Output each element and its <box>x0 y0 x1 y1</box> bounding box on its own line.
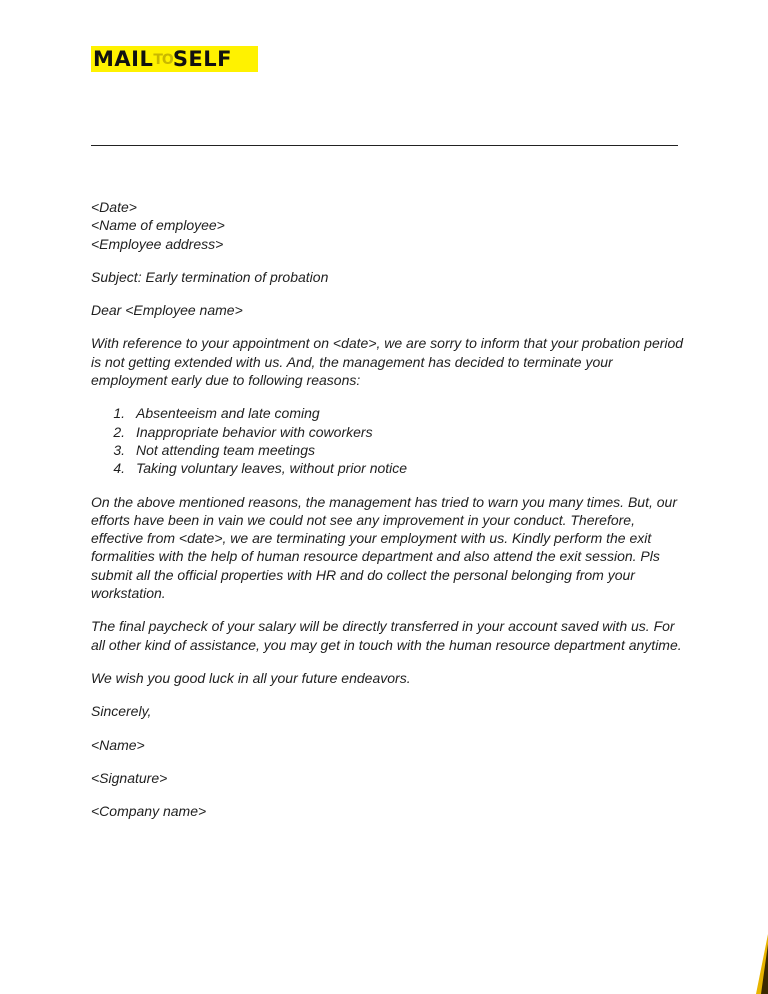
wish-text: We wish you good luck in all your future endeavors. <box>91 669 411 686</box>
paycheck-line: all other kind of assistance, you may get in touch with the human resource department anytime. <box>91 636 682 653</box>
logo-text-right: SELF <box>172 46 233 71</box>
list-item-number: 3. <box>113 441 125 458</box>
paycheck-paragraph <box>91 617 685 654</box>
intro-line: is not getting extended with us. And, the management has decided to terminate your <box>91 353 613 370</box>
list-item-text: Taking voluntary leaves, without prior notice <box>136 460 408 477</box>
intro-line: employment early due to following reasons: <box>91 372 361 389</box>
list-item <box>91 423 685 441</box>
body-line: submit all the official properties with HR and do collect the personal belonging from your <box>91 566 635 583</box>
list-item-number: 1. <box>113 405 125 422</box>
logo-text-left: MAIL <box>93 46 154 71</box>
list-item-number: 4. <box>113 460 125 477</box>
reasons-list <box>91 404 685 477</box>
closing-text: Sincerely, <box>91 703 152 720</box>
wish-paragraph <box>91 669 685 687</box>
body-line: workstation. <box>91 585 166 602</box>
list-item <box>91 404 685 422</box>
employee-address-placeholder: <Employee address> <box>91 235 224 252</box>
subject-line <box>91 268 685 286</box>
list-item-text: Absenteeism and late coming <box>136 405 320 422</box>
sender-name-placeholder <box>91 736 685 754</box>
signature-placeholder <box>91 769 685 787</box>
salutation-text: Dear <Employee name> <box>91 302 243 319</box>
salutation <box>91 301 685 319</box>
list-item-text: Inappropriate behavior with coworkers <box>136 423 373 440</box>
signature-text: <Signature> <box>91 769 168 786</box>
list-item-text: Not attending team meetings <box>136 441 315 458</box>
list-item-number: 2. <box>113 423 125 440</box>
company-name-text: <Company name> <box>91 803 207 820</box>
letter-header-block <box>91 198 685 253</box>
mailtoself-logo <box>91 46 258 72</box>
sender-name-text: <Name> <box>91 736 145 753</box>
body-line: effective from <date>, we are terminating your employment with us. Kindly perform the exit <box>91 530 652 547</box>
body-line: efforts have been in vain we could not see any improvement in your conduct. Therefore, <box>91 511 635 528</box>
list-item <box>91 441 685 459</box>
subject-text: Subject: Early termination of probation <box>91 268 329 285</box>
intro-paragraph <box>91 334 685 389</box>
logo-text-mid: TO <box>153 51 173 68</box>
body-paragraph <box>91 493 685 603</box>
logo-text <box>93 46 233 71</box>
company-name-placeholder <box>91 802 685 820</box>
letter-body <box>91 198 685 835</box>
corner-decoration <box>748 934 768 994</box>
date-placeholder: <Date> <box>91 199 137 215</box>
paycheck-line: The final paycheck of your salary will be directly transferred in your account saved with us. For <box>91 618 675 635</box>
header-divider <box>91 145 678 146</box>
body-line: On the above mentioned reasons, the management has tried to warn you many times. But, our <box>91 493 677 510</box>
employee-name-placeholder: <Name of employee> <box>91 217 225 234</box>
intro-line: With reference to your appointment on <date>, we are sorry to inform that your probation period <box>91 335 684 352</box>
list-item <box>91 459 685 477</box>
body-line: formalities with the help of human resource department and also attend the exit session. Pls <box>91 548 660 565</box>
closing <box>91 702 685 720</box>
